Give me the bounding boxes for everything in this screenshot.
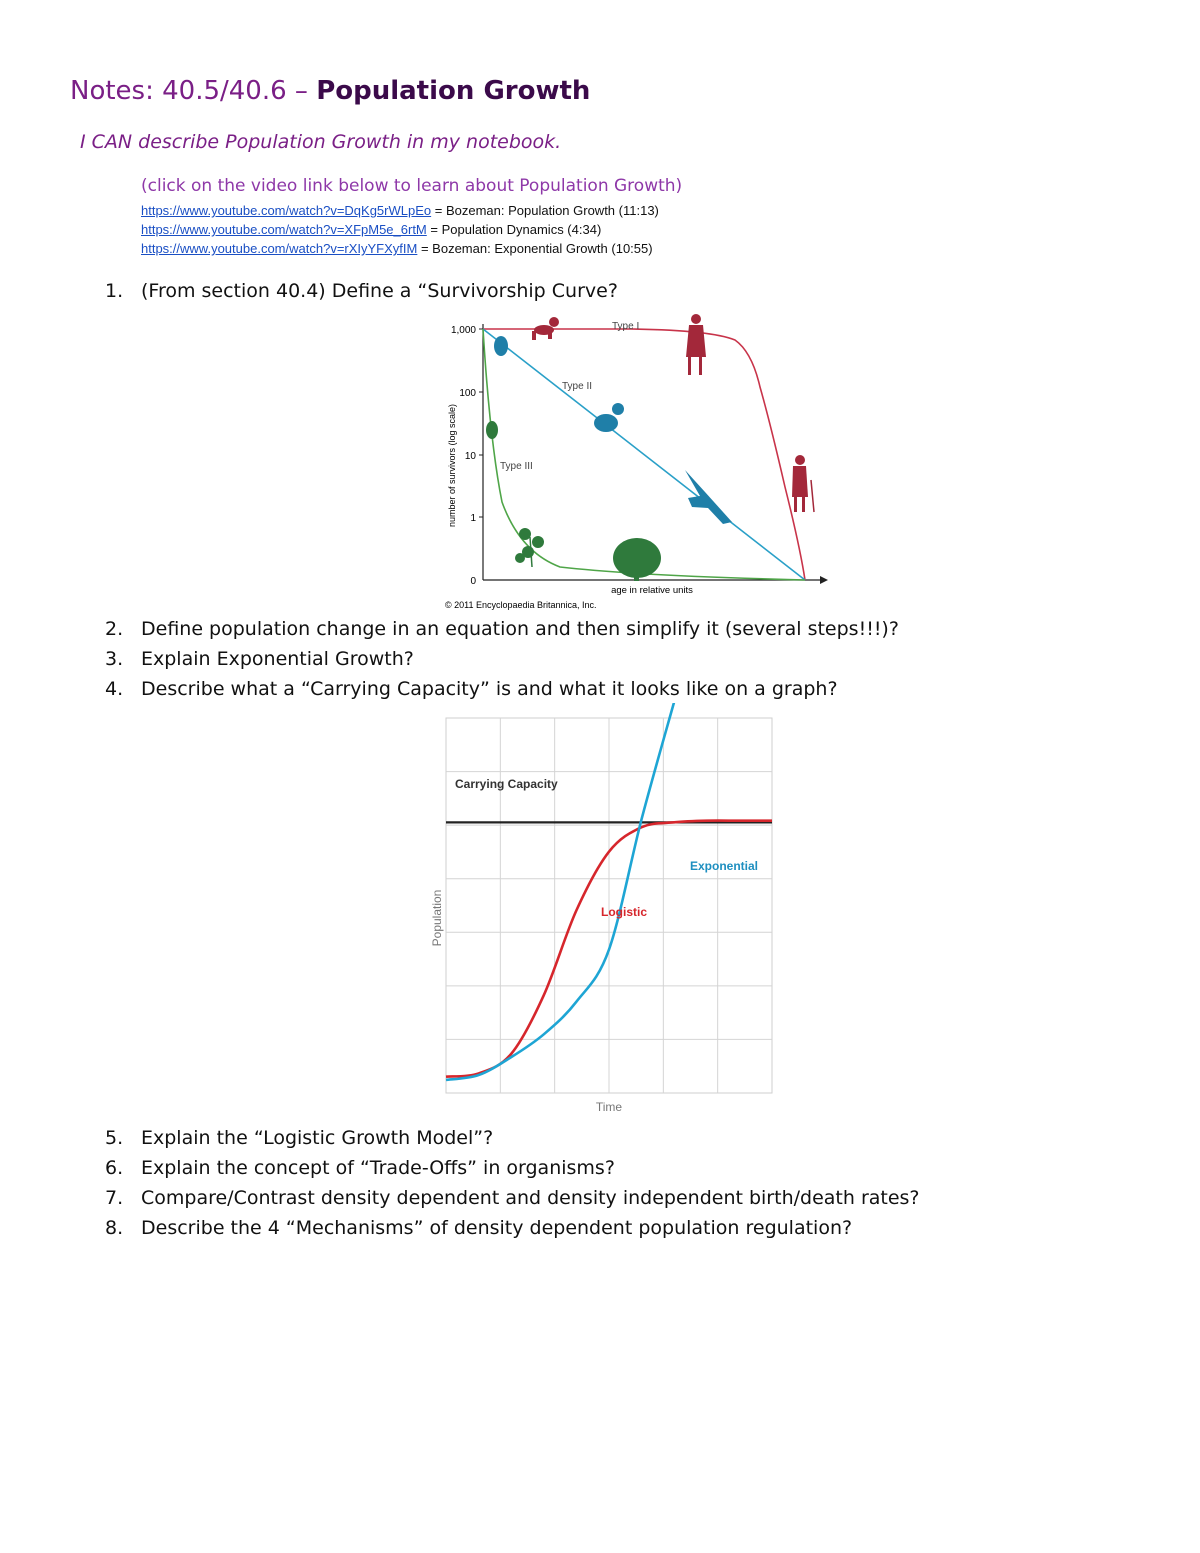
video-link-2[interactable]: https://www.youtube.com/watch?v=XFpM5e_6rtM bbox=[141, 222, 427, 237]
video-link-row bbox=[141, 239, 659, 258]
video-link-3[interactable]: https://www.youtube.com/watch?v=rXIyYFXyfIM bbox=[141, 241, 418, 256]
video-desc-2: = Population Dynamics (4:34) bbox=[426, 222, 602, 237]
question-number: 5. bbox=[105, 1127, 124, 1149]
question-number: 3. bbox=[105, 648, 124, 670]
question-1 bbox=[105, 280, 618, 302]
question-text: (From section 40.4) Define a “Survivorship Curve? bbox=[141, 280, 618, 302]
video-link-1[interactable]: https://www.youtube.com/watch?v=DqKg5rWLpEo bbox=[141, 203, 432, 218]
video-desc-3: = Bozeman: Exponential Growth (10:55) bbox=[417, 241, 653, 256]
title-prefix: Notes: 40.5/40.6 – bbox=[70, 76, 317, 106]
question-text: Define population change in an equation and then simplify it (several steps!!!)? bbox=[141, 618, 899, 640]
page-title bbox=[70, 76, 590, 106]
question-number: 4. bbox=[105, 678, 124, 700]
figure-credit: © 2011 Encyclopaedia Britannica, Inc. bbox=[445, 600, 597, 610]
carrying-capacity-label: Carrying Capacity bbox=[455, 777, 558, 791]
video-instruction: (click on the video link below to learn about Population Growth) bbox=[141, 176, 683, 196]
y-axis-label: Population bbox=[430, 889, 444, 947]
y-tick-label: 10 bbox=[464, 451, 476, 462]
question-6 bbox=[105, 1157, 615, 1179]
x-axis-label: age in relative units bbox=[611, 585, 693, 596]
exponential-series-label: Exponential bbox=[690, 859, 759, 873]
question-4 bbox=[105, 678, 838, 700]
elderly-silhouette-icon bbox=[792, 455, 814, 512]
question-number: 2. bbox=[105, 618, 124, 640]
carrying-capacity-chart bbox=[420, 703, 780, 1118]
y-tick-label: 1 bbox=[470, 513, 476, 524]
x-axis-label: Time bbox=[595, 1100, 623, 1114]
video-link-row bbox=[141, 220, 659, 239]
question-number: 8. bbox=[105, 1217, 124, 1239]
video-link-row bbox=[141, 201, 659, 220]
sapling-silhouette-icon bbox=[515, 528, 544, 567]
type-1-label: Type I bbox=[612, 321, 640, 332]
question-text: Describe what a “Carrying Capacity” is and what it looks like on a graph? bbox=[141, 678, 838, 700]
adult-silhouette-icon bbox=[686, 314, 706, 375]
question-7 bbox=[105, 1187, 920, 1209]
type-2-label: Type II bbox=[562, 381, 593, 392]
question-number: 7. bbox=[105, 1187, 124, 1209]
question-text: Explain the concept of “Trade-Offs” in organisms? bbox=[141, 1157, 615, 1179]
question-3 bbox=[105, 648, 414, 670]
exponential-series-line bbox=[446, 703, 674, 1080]
question-number: 1. bbox=[105, 280, 124, 302]
question-text: Compare/Contrast density dependent and density independent birth/death rates? bbox=[141, 1187, 920, 1209]
question-text: Describe the 4 “Mechanisms” of density dependent population regulation? bbox=[141, 1217, 853, 1239]
question-text: Explain the “Logistic Growth Model”? bbox=[141, 1127, 494, 1149]
hydra-silhouette-icon bbox=[494, 336, 508, 356]
y-tick-label: 0 bbox=[470, 576, 476, 587]
question-number: 6. bbox=[105, 1157, 124, 1179]
bird-silhouette-icon bbox=[594, 403, 624, 432]
question-8 bbox=[105, 1217, 853, 1239]
video-links bbox=[141, 201, 659, 258]
title-main: Population Growth bbox=[316, 76, 591, 106]
survivorship-curve-figure bbox=[440, 312, 835, 614]
y-tick-label: 100 bbox=[459, 388, 476, 399]
learning-target: I CAN describe Population Growth in my notebook. bbox=[80, 131, 562, 153]
question-2 bbox=[105, 618, 899, 640]
seedling-silhouette-icon bbox=[486, 421, 498, 439]
type-3-label: Type III bbox=[500, 461, 533, 472]
y-axis-label: number of survivors (log scale) bbox=[447, 403, 457, 527]
question-text: Explain Exponential Growth? bbox=[141, 648, 414, 670]
video-desc-1: = Bozeman: Population Growth (11:13) bbox=[431, 203, 659, 218]
question-5 bbox=[105, 1127, 494, 1149]
logistic-series-label: Logistic bbox=[601, 905, 648, 919]
y-tick-label: 1,000 bbox=[450, 325, 476, 336]
eagle-silhouette-icon bbox=[685, 470, 732, 524]
x-axis-arrow bbox=[820, 576, 828, 584]
